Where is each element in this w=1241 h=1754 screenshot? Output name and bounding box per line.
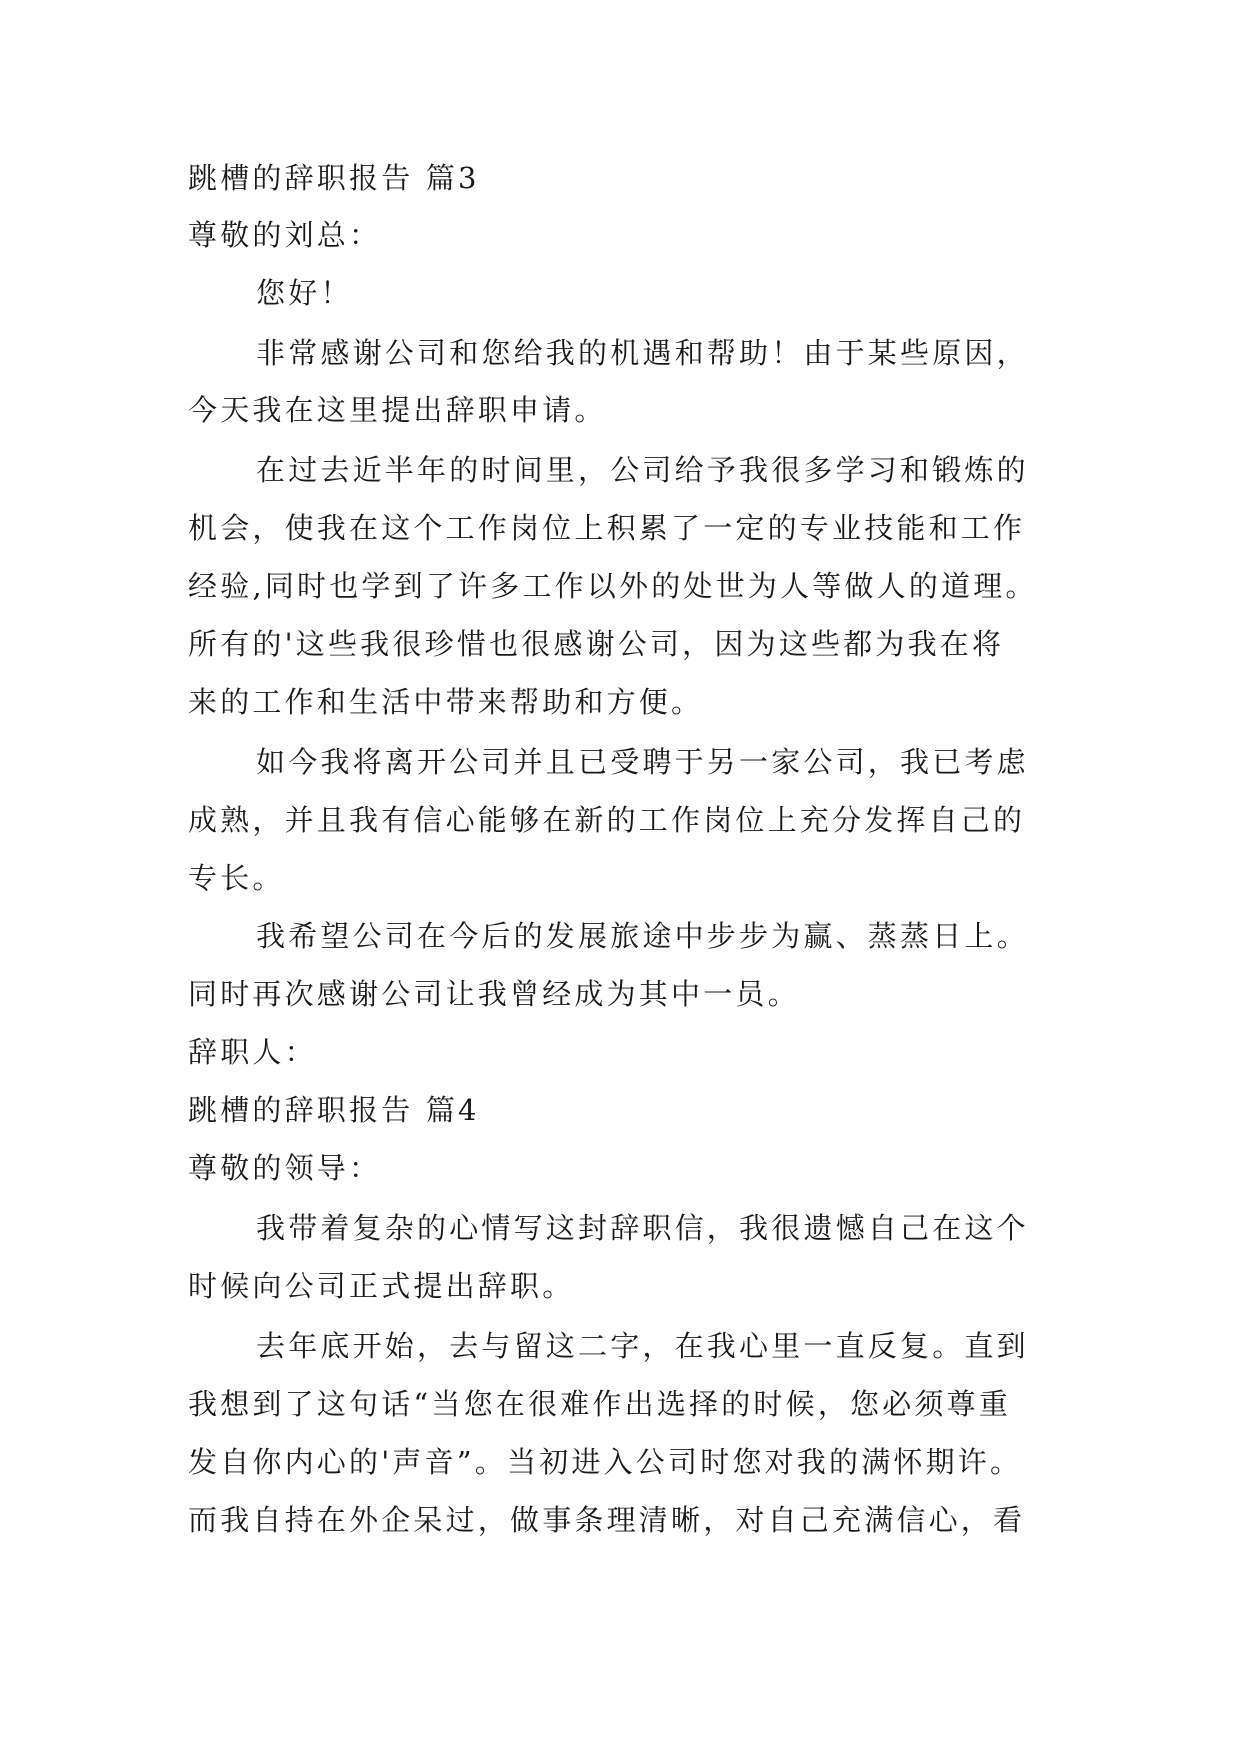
paragraph-line: 成熟，并且我有信心能够在新的工作岗位上充分发挥自己的: [188, 803, 1026, 837]
paragraph-line: 机会，使我在这个工作岗位上积累了一定的专业技能和工作: [188, 511, 1026, 545]
paragraph-line: 今天我在这里提出辞职申请。: [188, 393, 607, 427]
paragraph-line: 我想到了这句话“当您在很难作出选择的时候，您必须尊重: [188, 1387, 1012, 1421]
paragraph-line: 专长。: [188, 861, 285, 895]
salutation-1: 尊敬的刘总：: [188, 218, 382, 252]
paragraph-line: 我带着复杂的心情写这封辞职信，我很遗憾自己在这个: [256, 1211, 1029, 1245]
paragraph-line: 同时再次感谢公司让我曾经成为其中一员。: [188, 977, 800, 1011]
paragraph-line: 所有的'这些我很珍惜也很感谢公司，因为这些都为我在将: [188, 627, 1005, 661]
paragraph-line: 经验,同时也学到了许多工作以外的处世为人等做人的道理。: [188, 569, 1038, 603]
paragraph-line: 发自你内心的'声音”。当初进入公司时您对我的满怀期许。: [188, 1445, 1023, 1479]
section-title-4: 跳槽的辞职报告 篇4: [188, 1093, 480, 1127]
paragraph-line: 在过去近半年的时间里，公司给予我很多学习和锻炼的: [256, 453, 1029, 487]
paragraph-line: 非常感谢公司和您给我的机遇和帮助！由于某些原因，: [256, 336, 1029, 370]
section-title-3: 跳槽的辞职报告 篇3: [188, 161, 480, 195]
paragraph-line: 时候向公司正式提出辞职。: [188, 1269, 575, 1303]
salutation-2: 尊敬的领导：: [188, 1151, 382, 1185]
paragraph-line: 去年底开始，去与留这二字，在我心里一直反复。直到: [256, 1329, 1029, 1363]
greeting: 您好！: [256, 276, 353, 310]
paragraph-line: 而我自持在外企呆过，做事条理清晰，对自己充满信心，看: [188, 1503, 1026, 1537]
paragraph-line: 我希望公司在今后的发展旅途中步步为赢、蒸蒸日上。: [256, 919, 1029, 953]
paragraph-line: 来的工作和生活中带来帮助和方便。: [188, 685, 704, 719]
paragraph-line: 如今我将离开公司并且已受聘于另一家公司，我已考虑: [256, 745, 1029, 779]
signature-label: 辞职人：: [188, 1035, 317, 1069]
